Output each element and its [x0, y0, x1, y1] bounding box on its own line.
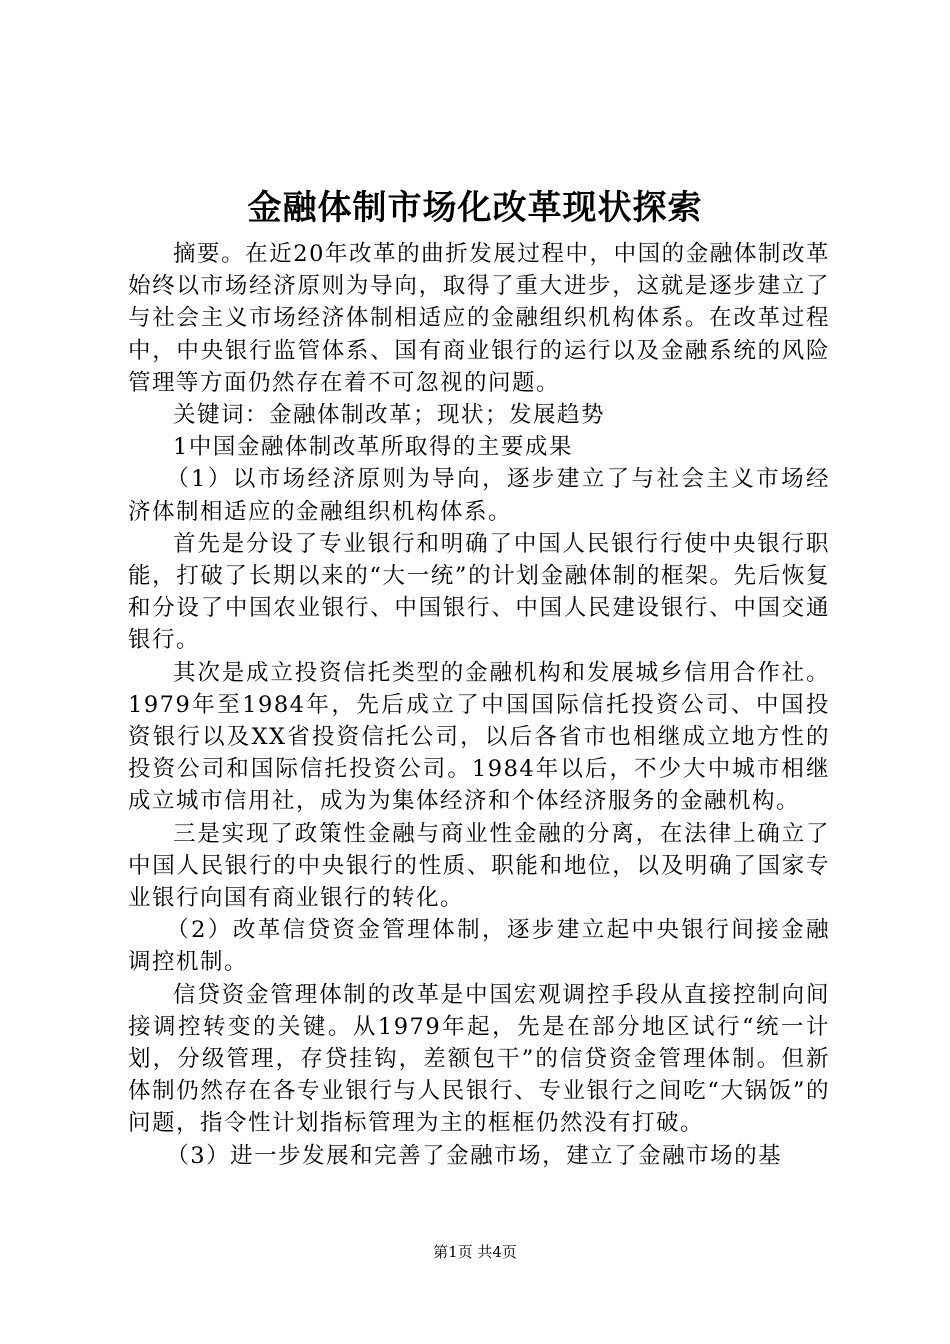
body-paragraph: 首先是分设了专业银行和明确了中国人民银行行使中央银行职能，打破了长期以来的“大一统”的计划金融体制的框架。先后恢复和分设了中国农业银行、中国银行、中国人民建设银行、中国交通银行。	[128, 530, 830, 654]
body-paragraph: 其次是成立投资信托类型的金融机构和发展城乡信用合作社。1979年至1984年，先后成立了中国国际信托投资公司、中国投资银行以及XX省投资信托公司，以后各省市也相继成立地方性的投资公司和国际信托投资公司。1984年以后，不少大中城市相继成立城市信用社，成为为集体经济和个体经济服务的金融机构。	[128, 659, 830, 815]
document-title: 金融体制市场化改革现状探索	[247, 188, 703, 228]
abstract-paragraph: 摘要。在近20年改革的曲折发展过程中，中国的金融体制改革始终以市场经济原则为导向，取得了重大进步，这就是逐步建立了与社会主义市场经济体制相适应的金融组织机构体系。在改革过程中，中央银行监管体系、国有商业银行的运行以及金融系统的风险管理等方面仍然存在着不可忽视的问题。	[128, 241, 830, 396]
subsection-heading: （2）改革信贷资金管理体制，逐步建立起中央银行间接金融调控机制。	[128, 917, 830, 976]
page-footer: 第1页 共4页	[433, 1243, 517, 1261]
subsection-heading: （1）以市场经济原则为导向，逐步建立了与社会主义市场经济体制相适应的金融组织机构体系。	[128, 466, 830, 525]
keywords-paragraph: 关键词：金融体制改革；现状；发展趋势	[173, 402, 606, 429]
body-paragraph: 三是实现了政策性金融与商业性金融的分离，在法律上确立了中国人民银行的中央银行的性质、职能和地位，以及明确了国家专业银行向国有商业银行的转化。	[128, 820, 830, 912]
document-body	[128, 238, 830, 1172]
section-heading: 1中国金融体制改革所取得的主要成果	[173, 434, 573, 461]
body-paragraph: 信贷资金管理体制的改革是中国宏观调控手段从直接控制向间接调控转变的关键。从1979年起，先是在部分地区试行“统一计划，分级管理，存贷挂钩，差额包干”的信贷资金管理体制。但新体制仍然存在各专业银行与人民银行、专业银行之间吃“大锅饭”的问题，指令性计划指标管理为主的框框仍然没有打破。	[128, 981, 830, 1137]
subsection-heading: （3）进一步发展和完善了金融市场，建立了金融市场的基	[166, 1142, 783, 1169]
